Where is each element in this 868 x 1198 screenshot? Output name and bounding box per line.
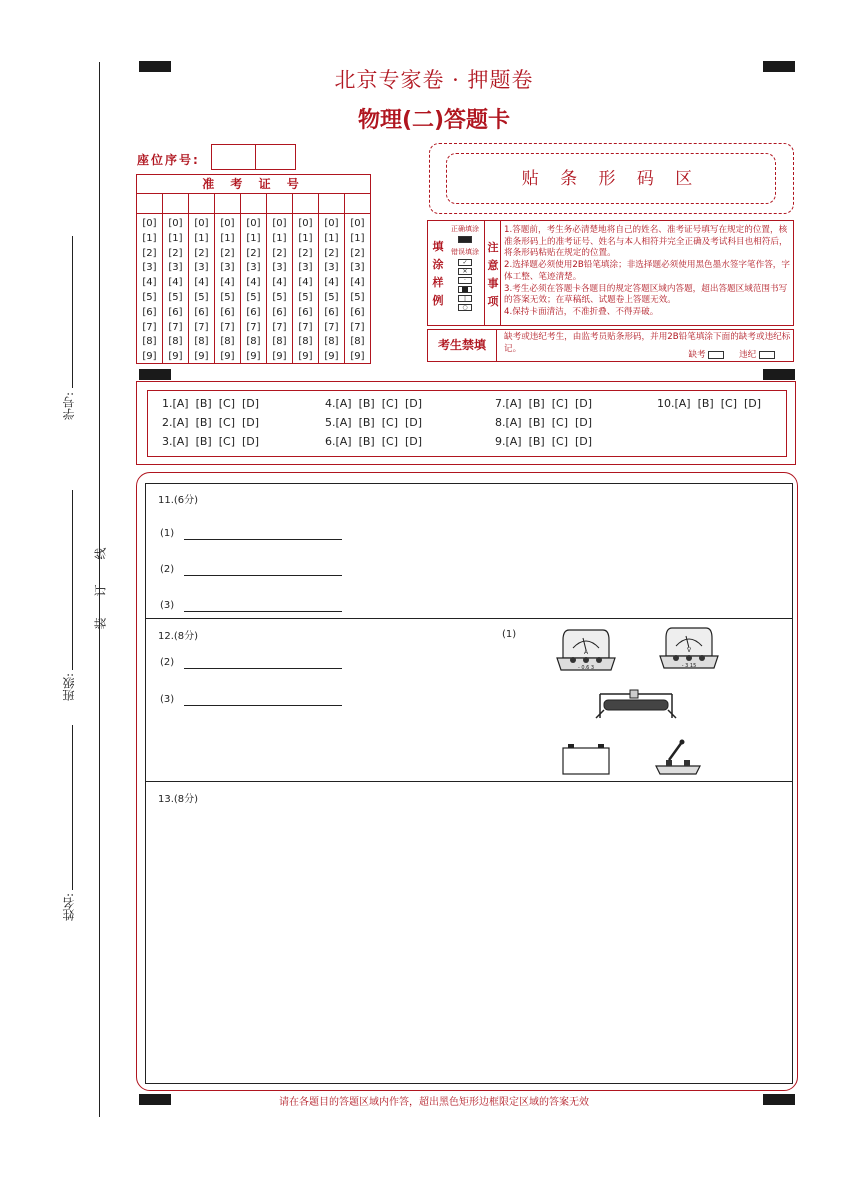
exam-id-bubble[interactable]: [1] [324,232,339,244]
multiple-choice-section [136,381,796,465]
instructions-box [427,220,794,326]
exam-id-bubble[interactable]: [3] [272,262,287,274]
exam-id-bubble[interactable]: [4] [246,277,261,289]
correct-fill-sample [458,236,472,243]
exam-id-bubble[interactable]: [5] [220,291,235,303]
forbidden-text: 缺考或违纪考生，由监考员贴条形码，并用2B铅笔填涂下面的缺考或违纪标记。 [504,332,791,354]
q12-sub2: (2) [160,657,175,668]
mc-question-3[interactable]: 3.[A] [B] [C] [D] [162,435,260,448]
wrong-fill-tick-icon: ✓ [458,259,472,266]
exam-id-bubble[interactable]: [3] [350,262,365,274]
exam-id-column [163,193,189,363]
exam-id-bubble[interactable]: [0] [168,218,183,229]
exam-id-digit-entry[interactable] [293,193,318,214]
exam-id-bubble[interactable]: [8] [194,336,209,348]
exam-id-bubble[interactable]: [2] [350,247,365,259]
svg-text:- 0.6 3: - 0.6 3 [577,665,595,671]
exam-id-bubble[interactable]: [3] [246,262,261,274]
correct-fill-label: 正确填涂 [451,225,479,233]
exam-id-bubble[interactable]: [2] [298,247,313,259]
class-label: 班级: [62,673,76,702]
exam-id-bubble[interactable]: [0] [298,218,313,229]
exam-id-bubble[interactable]: [8] [142,336,157,348]
exam-id-bubble[interactable]: [3] [298,262,313,274]
exam-id-bubble[interactable]: [3] [168,262,183,274]
exam-id-bubble[interactable]: [0] [272,218,287,229]
exam-id-bubble[interactable]: [4] [142,277,157,289]
q11-answer-line-1[interactable] [184,539,342,540]
wrong-fill-cross-icon: ✕ [458,268,472,275]
exam-id-bubble[interactable]: [7] [220,321,235,333]
fill-example [428,221,485,325]
exam-id-bubble[interactable]: [9] [168,351,183,363]
barcode-area [429,143,794,214]
exam-id-bubble[interactable]: [1] [246,232,261,244]
exam-id-bubble[interactable]: [4] [194,277,209,289]
exam-id-bubble[interactable]: [5] [324,291,339,303]
mc-question-1[interactable]: 1.[A] [B] [C] [D] [162,397,260,410]
q11-title: 11.(6分) [158,495,199,506]
note-item: 1.答题前，考生务必清楚地将自己的姓名、准考证号填写在规定的位置，核准条形码上的准考证号、姓名与本人相符并完全正确及考试科目也相符后，将条形码粘贴在规定的位置。 [504,225,788,259]
exam-id-digit-entry[interactable] [137,193,162,214]
answer-area [145,483,793,1084]
svg-text:A: A [583,649,589,656]
note-item: 2.选择题必须使用2B铅笔填涂；非选择题必须使用黑色墨水签字笔作答，字体工整、笔迹清楚。 [504,260,790,282]
exam-id-bubble[interactable]: [7] [298,321,313,333]
seat-number-box[interactable] [211,144,296,170]
q12-answer-line-2[interactable] [184,668,342,669]
binding-char-xian: 线 [93,547,108,560]
exam-id-bubble[interactable]: [6] [324,306,339,318]
exam-id-column [137,193,163,363]
exam-id-bubble[interactable]: [8] [220,336,235,348]
exam-id-bubble[interactable]: [6] [350,306,365,318]
binding-char-ding: 订 [93,584,108,597]
exam-id-bubble[interactable]: [9] [194,351,209,363]
exam-series-title: 北京专家卷 · 押题卷 [334,68,534,92]
exam-id-bubble[interactable]: [2] [272,247,287,259]
exam-id-bubble[interactable]: [9] [142,351,157,363]
exam-id-bubble[interactable]: [1] [168,232,183,244]
q11-sub1: (1) [160,528,175,539]
exam-id-bubble[interactable]: [1] [350,232,365,244]
note-item: 3.考生必须在答题卡各题目的规定答题区域内答题，超出答题区域范围书写的答案无效；在草稿纸、试题卷上答题无效。 [504,283,788,306]
exam-id-column [241,193,267,363]
exam-id-bubble[interactable]: [8] [168,336,183,348]
exam-id-digit-entry[interactable] [267,193,292,214]
seat-number-label: 座位序号: [137,153,200,167]
exam-id-digit-entry[interactable] [163,193,188,214]
notes-list [504,225,792,319]
exam-id-bubble[interactable]: [7] [194,321,209,333]
student-number-label: 学号: [62,392,76,421]
exam-id-bubble[interactable]: [9] [298,351,313,363]
exam-id-bubble[interactable]: [5] [350,291,365,303]
exam-id-bubble[interactable]: [8] [350,336,365,348]
exam-id-bubble[interactable]: [1] [272,232,287,244]
exam-id-bubble[interactable]: [7] [324,321,339,333]
registration-mark [139,369,171,380]
exam-id-bubble[interactable]: [9] [246,351,261,363]
exam-id-bubble[interactable]: [4] [324,277,339,289]
exam-id-bubble[interactable]: [9] [220,351,235,363]
exam-id-bubble[interactable]: [5] [168,291,183,303]
exam-id-digit-entry[interactable] [241,193,266,214]
exam-id-bubble[interactable]: [8] [246,336,261,348]
footer-warning: 请在各题目的答题区域内作答，超出黑色矩形边框限定区域的答案无效 [279,1097,589,1108]
answer-sheet-title: 物理(二)答题卡 [357,108,511,133]
exam-id-bubble[interactable]: [5] [298,291,313,303]
exam-id-digit-entry[interactable] [319,193,344,214]
exam-id-bubble[interactable]: [6] [272,306,287,318]
exam-id-column [267,193,293,363]
exam-id-bubble[interactable]: [5] [246,291,261,303]
exam-id-bubble[interactable]: [0] [220,218,235,229]
exam-id-bubble[interactable]: [3] [142,262,157,274]
battery-icon [560,742,612,776]
exam-id-bubble[interactable]: [5] [194,291,209,303]
ammeter-icon [555,626,617,674]
exam-id-bubble[interactable]: [6] [142,306,157,318]
mc-question-2[interactable]: 2.[A] [B] [C] [D] [162,416,260,429]
q11-sub2: (2) [160,564,175,575]
exam-id-digit-entry[interactable] [215,193,240,214]
mc-question-10[interactable]: 10.[A] [B] [C] [D] [657,397,762,410]
fill-example-title: 填涂样例 [432,240,444,307]
exam-id-bubble[interactable]: [4] [272,277,287,289]
exam-id-bubble[interactable]: [6] [194,306,209,318]
svg-text:- 3 15: - 3 15 [681,663,697,669]
q12-sub3: (3) [160,694,175,705]
exam-id-bubble[interactable]: [6] [246,306,261,318]
exam-id-bubble[interactable]: [4] [298,277,313,289]
exam-id-bubble[interactable]: [0] [246,218,261,229]
exam-id-digit-entry[interactable] [345,193,370,214]
exam-id-bubble[interactable]: [5] [142,291,157,303]
name-label: 姓名: [62,893,76,922]
exam-id-bubble[interactable]: [9] [272,351,287,363]
wrong-fill-label: 错误填涂 [451,248,479,256]
exam-id-bubble[interactable]: [8] [298,336,313,348]
wrong-fill-bar-icon: | [458,295,472,302]
exam-id-bubble[interactable]: [4] [350,277,365,289]
mc-question-9[interactable]: 9.[A] [B] [C] [D] [495,435,593,448]
exam-id-bubble[interactable]: [1] [142,232,157,244]
note-item: 4.保持卡面清洁，不准折叠、不得弄破。 [504,306,659,317]
wrong-fill-partial-icon [458,286,472,293]
exam-id-column [319,193,345,363]
switch-icon [652,738,704,776]
binding-char-zhuang: 装 [93,617,108,630]
notes-title: 注意事项 [487,241,499,308]
rheostat-icon [594,686,678,724]
exam-id-column [345,193,370,363]
forbidden-label: 考生禁填 [428,330,497,361]
exam-id-bubble[interactable]: [2] [246,247,261,259]
exam-id-bubble[interactable]: [7] [142,321,157,333]
mc-question-4[interactable]: 4.[A] [B] [C] [D] [325,397,423,410]
exam-id-bubble[interactable]: [6] [220,306,235,318]
exam-id-bubble[interactable]: [2] [168,247,183,259]
exam-id-bubble[interactable]: [1] [298,232,313,244]
exam-id-column [215,193,241,363]
mc-question-6[interactable]: 6.[A] [B] [C] [D] [325,435,423,448]
svg-text:V: V [686,647,692,654]
exam-id-bubble[interactable]: [8] [324,336,339,348]
exam-id-bubble[interactable]: [7] [246,321,261,333]
absent-checkbox[interactable] [708,351,724,359]
exam-id-column [293,193,319,363]
exam-id-bubble[interactable]: [0] [142,218,157,229]
mc-question-7[interactable]: 7.[A] [B] [C] [D] [495,397,593,410]
violation-checkbox[interactable] [759,351,775,359]
mc-question-5[interactable]: 5.[A] [B] [C] [D] [325,416,423,429]
examinee-forbidden-box [427,329,794,362]
exam-id-bubble[interactable]: [9] [324,351,339,363]
q11-answer-line-2[interactable] [184,575,342,576]
exam-id-bubble[interactable]: [8] [272,336,287,348]
absent-label: 缺考 [688,350,706,360]
exam-id-bubble[interactable]: [2] [324,247,339,259]
exam-id-bubble[interactable]: [4] [168,277,183,289]
voltmeter-icon [658,624,720,672]
exam-id-bubble[interactable]: [3] [194,262,209,274]
exam-id-bubble[interactable]: [7] [272,321,287,333]
q12-answer-line-3[interactable] [184,705,342,706]
mc-question-8[interactable]: 8.[A] [B] [C] [D] [495,416,593,429]
exam-id-digit-entry[interactable] [189,193,214,214]
exam-id-bubble[interactable]: [0] [324,218,339,229]
wrong-fill-dot-icon: · [458,277,472,284]
exam-id-label: 准 考 证 号 [137,175,370,194]
exam-id-bubble[interactable]: [6] [168,306,183,318]
exam-id-bubble[interactable]: [2] [194,247,209,259]
exam-id-bubble[interactable]: [7] [168,321,183,333]
exam-id-bubble[interactable]: [0] [194,218,209,229]
registration-mark [763,369,795,380]
exam-id-bubble[interactable]: [9] [350,351,365,363]
q12-title: 12.(8分) [158,631,199,642]
exam-id-bubble[interactable]: [7] [350,321,365,333]
exam-id-bubble[interactable]: [0] [350,218,365,229]
barcode-label: 贴 条 形 码 区 [446,153,776,204]
exam-id-bubble[interactable]: [1] [194,232,209,244]
exam-id-bubble[interactable]: [4] [220,277,235,289]
exam-id-bubble[interactable]: [2] [142,247,157,259]
exam-id-column [189,193,215,363]
exam-id-grid [136,174,371,364]
exam-id-bubble[interactable]: [5] [272,291,287,303]
q11-sub3: (3) [160,600,175,611]
q11-answer-line-3[interactable] [184,611,342,612]
q13-title: 13.(8分) [158,794,199,805]
q12-sub1: (1) [502,629,517,640]
exam-id-bubble[interactable]: [2] [220,247,235,259]
violation-label: 违纪 [739,350,757,360]
exam-id-bubble[interactable]: [3] [324,262,339,274]
exam-id-bubble[interactable]: [3] [220,262,235,274]
exam-id-bubble[interactable]: [1] [220,232,235,244]
exam-id-bubble[interactable]: [6] [298,306,313,318]
wrong-fill-circle-icon: ○ [458,304,472,311]
